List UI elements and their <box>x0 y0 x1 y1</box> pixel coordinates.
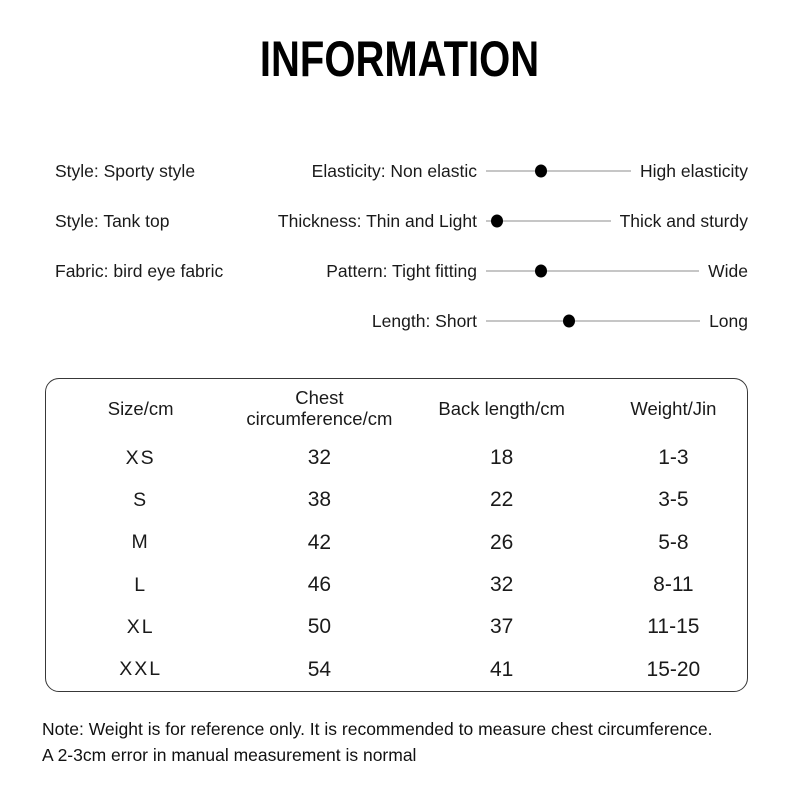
size-table-header-row <box>46 379 747 437</box>
attribute-row-pattern <box>50 246 748 296</box>
elasticity-max-label: High elasticity <box>640 160 748 181</box>
cell-size: M <box>131 531 150 554</box>
pattern-slider-dot <box>535 265 547 278</box>
style-label-1: Style: Sporty style <box>55 160 196 181</box>
cell-size: S <box>133 488 149 511</box>
length-slider-dot <box>563 315 575 328</box>
header-size: Size/cm <box>107 397 174 419</box>
note-line-2: A 2-3cm error in manual measurement is normal <box>42 745 417 765</box>
table-row-l <box>46 564 747 606</box>
cell-size: XXL <box>119 658 163 681</box>
cell-weight: 15-20 <box>646 657 701 681</box>
table-row-xl <box>46 606 747 648</box>
thickness-max-label: Thick and sturdy <box>619 210 748 231</box>
attribute-row-length <box>50 296 748 346</box>
elasticity-slider-dot <box>535 165 547 178</box>
elasticity-slider-track <box>486 170 631 172</box>
cell-weight: 1-3 <box>658 446 689 470</box>
thickness-slider-dot <box>491 215 503 228</box>
cell-weight: 3-5 <box>658 488 689 512</box>
product-attributes <box>50 146 748 346</box>
cell-back: 26 <box>489 530 514 554</box>
cell-back: 37 <box>489 615 514 639</box>
pattern-label: Pattern: Tight fitting <box>326 260 477 281</box>
cell-weight: 11-15 <box>647 615 700 639</box>
pattern-slider-track <box>486 270 699 272</box>
elasticity-label: Elasticity: Non elastic <box>311 160 477 181</box>
length-slider-track <box>486 320 700 322</box>
reference-note <box>42 716 772 768</box>
header-back-length: Back length/cm <box>438 397 565 419</box>
length-label: Length: Short <box>371 310 477 331</box>
cell-size: XS <box>125 446 156 469</box>
cell-back: 22 <box>489 488 514 512</box>
cell-chest: 38 <box>307 488 332 512</box>
cell-chest: 50 <box>307 615 332 639</box>
cell-back: 41 <box>489 657 514 681</box>
attribute-row-thickness <box>50 196 748 246</box>
cell-chest: 54 <box>307 657 332 681</box>
thickness-label: Thickness: Thin and Light <box>277 210 477 231</box>
pattern-max-label: Wide <box>708 260 748 281</box>
cell-size: L <box>134 573 148 596</box>
table-row-xxl <box>46 649 747 691</box>
table-row-s <box>46 479 747 521</box>
cell-back: 18 <box>489 446 514 470</box>
size-chart-card <box>45 378 748 692</box>
cell-chest: 46 <box>307 573 332 597</box>
cell-size: XL <box>126 615 155 638</box>
page-title: INFORMATION <box>260 31 540 87</box>
header-chest-circumference: Chest circumference/cm <box>246 387 393 429</box>
length-max-label: Long <box>709 310 748 331</box>
size-chart-table <box>46 379 747 691</box>
cell-weight: 8-11 <box>653 573 694 597</box>
thickness-slider-track <box>486 220 611 222</box>
cell-chest: 42 <box>307 530 332 554</box>
cell-back: 32 <box>489 573 514 597</box>
attribute-row-elasticity <box>50 146 748 196</box>
header-weight: Weight/Jin <box>630 397 717 419</box>
style-label-2: Style: Tank top <box>55 210 170 231</box>
page-header <box>0 30 800 88</box>
table-row-m <box>46 522 747 564</box>
table-row-xs <box>46 437 747 479</box>
cell-chest: 32 <box>307 446 332 470</box>
cell-weight: 5-8 <box>658 530 689 554</box>
fabric-label: Fabric: bird eye fabric <box>55 260 224 281</box>
note-line-1: Note: Weight is for reference only. It is recommended to measure chest circumference. <box>42 719 713 739</box>
